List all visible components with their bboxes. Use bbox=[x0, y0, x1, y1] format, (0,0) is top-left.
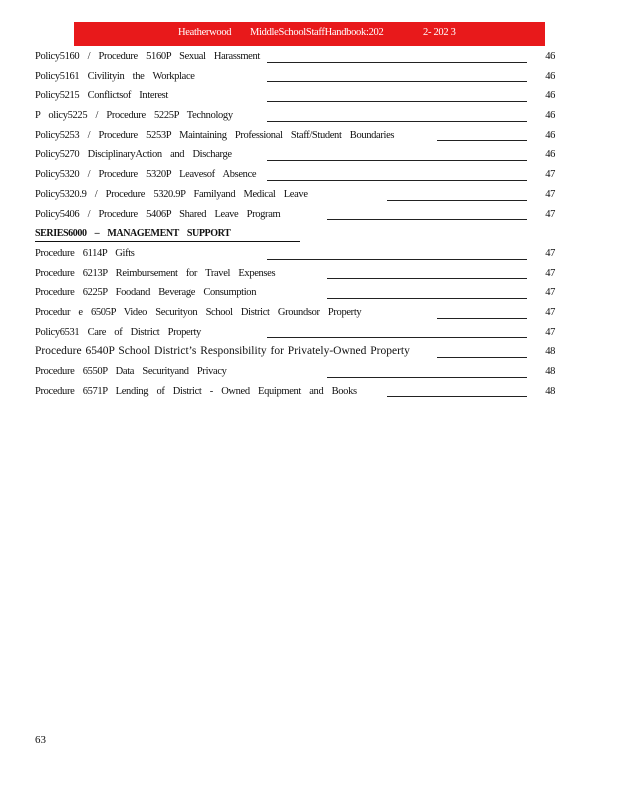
toc-entry-title: Procedure 6550P Data Securityand Privacy bbox=[35, 366, 227, 377]
toc-page-number: 47 bbox=[545, 326, 555, 338]
toc-entry-title: Policy5253 / Procedure 5253P Maintaining Professional Staff/Student Boundaries bbox=[35, 129, 395, 141]
toc-page-number: 47 bbox=[545, 188, 555, 200]
toc-entry[interactable] bbox=[35, 344, 555, 364]
toc-entry[interactable] bbox=[35, 108, 555, 128]
toc-page-number: 47 bbox=[545, 247, 555, 259]
toc-page-number: 48 bbox=[545, 366, 555, 377]
toc-entry[interactable] bbox=[35, 305, 555, 325]
series-heading[interactable] bbox=[35, 226, 555, 246]
toc-entry[interactable] bbox=[35, 69, 555, 89]
toc-entry-title: Policy5160 / Procedure 5160P Sexual Harassment bbox=[35, 51, 260, 62]
header-school-name: Heatherwood bbox=[178, 27, 232, 38]
series-heading-text: SERIES6000 – MANAGEMENT SUPPORT bbox=[35, 228, 231, 240]
toc-entry[interactable] bbox=[35, 285, 555, 305]
toc-page-number: 46 bbox=[545, 90, 555, 102]
dot-leader bbox=[267, 81, 527, 82]
toc-entry-title: Procedure 6213P Reimbursement for Travel Expenses bbox=[35, 267, 276, 279]
toc-page-number: 46 bbox=[545, 149, 555, 161]
toc-entry[interactable] bbox=[35, 49, 555, 69]
dot-leader bbox=[267, 121, 527, 122]
toc-entry[interactable] bbox=[35, 325, 555, 345]
dot-leader bbox=[327, 377, 527, 378]
toc-entry-title: Policy5406 / Procedure 5406P Shared Leave Program bbox=[35, 208, 281, 220]
document-header bbox=[74, 22, 545, 46]
toc-entry-title: Policy5215 Conflictsof Interest bbox=[35, 90, 168, 102]
dot-leader bbox=[267, 337, 527, 338]
dot-leader bbox=[267, 62, 527, 63]
toc-entry-title: Procedur e 6505P Video Securityon School District Groundsor Property bbox=[35, 306, 362, 318]
dot-leader bbox=[387, 200, 527, 201]
toc-entry-title: Policy6531 Care of District Property bbox=[35, 326, 201, 338]
toc-entry-title: Procedure 6571P Lending of District - Owned Equipment and Books bbox=[35, 385, 357, 397]
dot-leader bbox=[267, 180, 527, 181]
dot-leader bbox=[327, 298, 527, 299]
toc-page-number: 47 bbox=[545, 169, 555, 181]
toc-page-number: 47 bbox=[545, 208, 555, 220]
dot-leader bbox=[387, 396, 527, 397]
toc-entry[interactable] bbox=[35, 246, 555, 266]
header-year: 2- 202 3 bbox=[423, 27, 456, 38]
toc-entry-title: Policy5270 DisciplinaryAction and Discharge bbox=[35, 149, 232, 161]
toc-entry[interactable] bbox=[35, 384, 555, 404]
dot-leader bbox=[267, 259, 527, 260]
table-of-contents bbox=[35, 49, 555, 403]
toc-page-number: 46 bbox=[545, 129, 555, 141]
toc-page-number: 46 bbox=[545, 110, 555, 122]
toc-entry-title: Policy5320.9 / Procedure 5320.9P Familyand Medical Leave bbox=[35, 188, 308, 200]
toc-entry-title: Procedure 6540P School District’s Responsibility for Privately-Owned Property bbox=[35, 345, 410, 358]
toc-page-number: 46 bbox=[545, 51, 555, 62]
page-number-footer: 63 bbox=[35, 734, 46, 746]
dot-leader bbox=[437, 318, 527, 319]
dot-leader bbox=[437, 357, 527, 358]
toc-entry[interactable] bbox=[35, 266, 555, 286]
toc-page-number: 47 bbox=[545, 267, 555, 279]
header-title: MiddleSchoolStaffHandbook:202 bbox=[250, 27, 384, 38]
toc-entry-title: P olicy5225 / Procedure 5225P Technology bbox=[35, 110, 233, 122]
dot-leader bbox=[437, 140, 527, 141]
toc-entry-title: Policy5320 / Procedure 5320P Leavesof Absence bbox=[35, 169, 257, 181]
toc-entry[interactable] bbox=[35, 147, 555, 167]
series-heading-underline bbox=[35, 241, 300, 242]
toc-entry[interactable] bbox=[35, 167, 555, 187]
dot-leader bbox=[327, 278, 527, 279]
toc-page-number: 47 bbox=[545, 306, 555, 318]
toc-page-number: 46 bbox=[545, 70, 555, 82]
toc-entry-title: Policy5161 Civilityin the Workplace bbox=[35, 70, 195, 82]
toc-entry[interactable] bbox=[35, 364, 555, 384]
dot-leader bbox=[267, 101, 527, 102]
dot-leader bbox=[327, 219, 527, 220]
dot-leader bbox=[267, 160, 527, 161]
toc-entry-title: Procedure 6114P Gifts bbox=[35, 247, 135, 259]
toc-entry[interactable] bbox=[35, 88, 555, 108]
toc-entry-title: Procedure 6225P Foodand Beverage Consumption bbox=[35, 287, 257, 299]
toc-page-number: 47 bbox=[545, 287, 555, 299]
toc-entry[interactable] bbox=[35, 187, 555, 207]
toc-page-number: 48 bbox=[545, 346, 555, 358]
toc-entry[interactable] bbox=[35, 128, 555, 148]
toc-page-number: 48 bbox=[545, 385, 555, 397]
toc-entry[interactable] bbox=[35, 207, 555, 227]
